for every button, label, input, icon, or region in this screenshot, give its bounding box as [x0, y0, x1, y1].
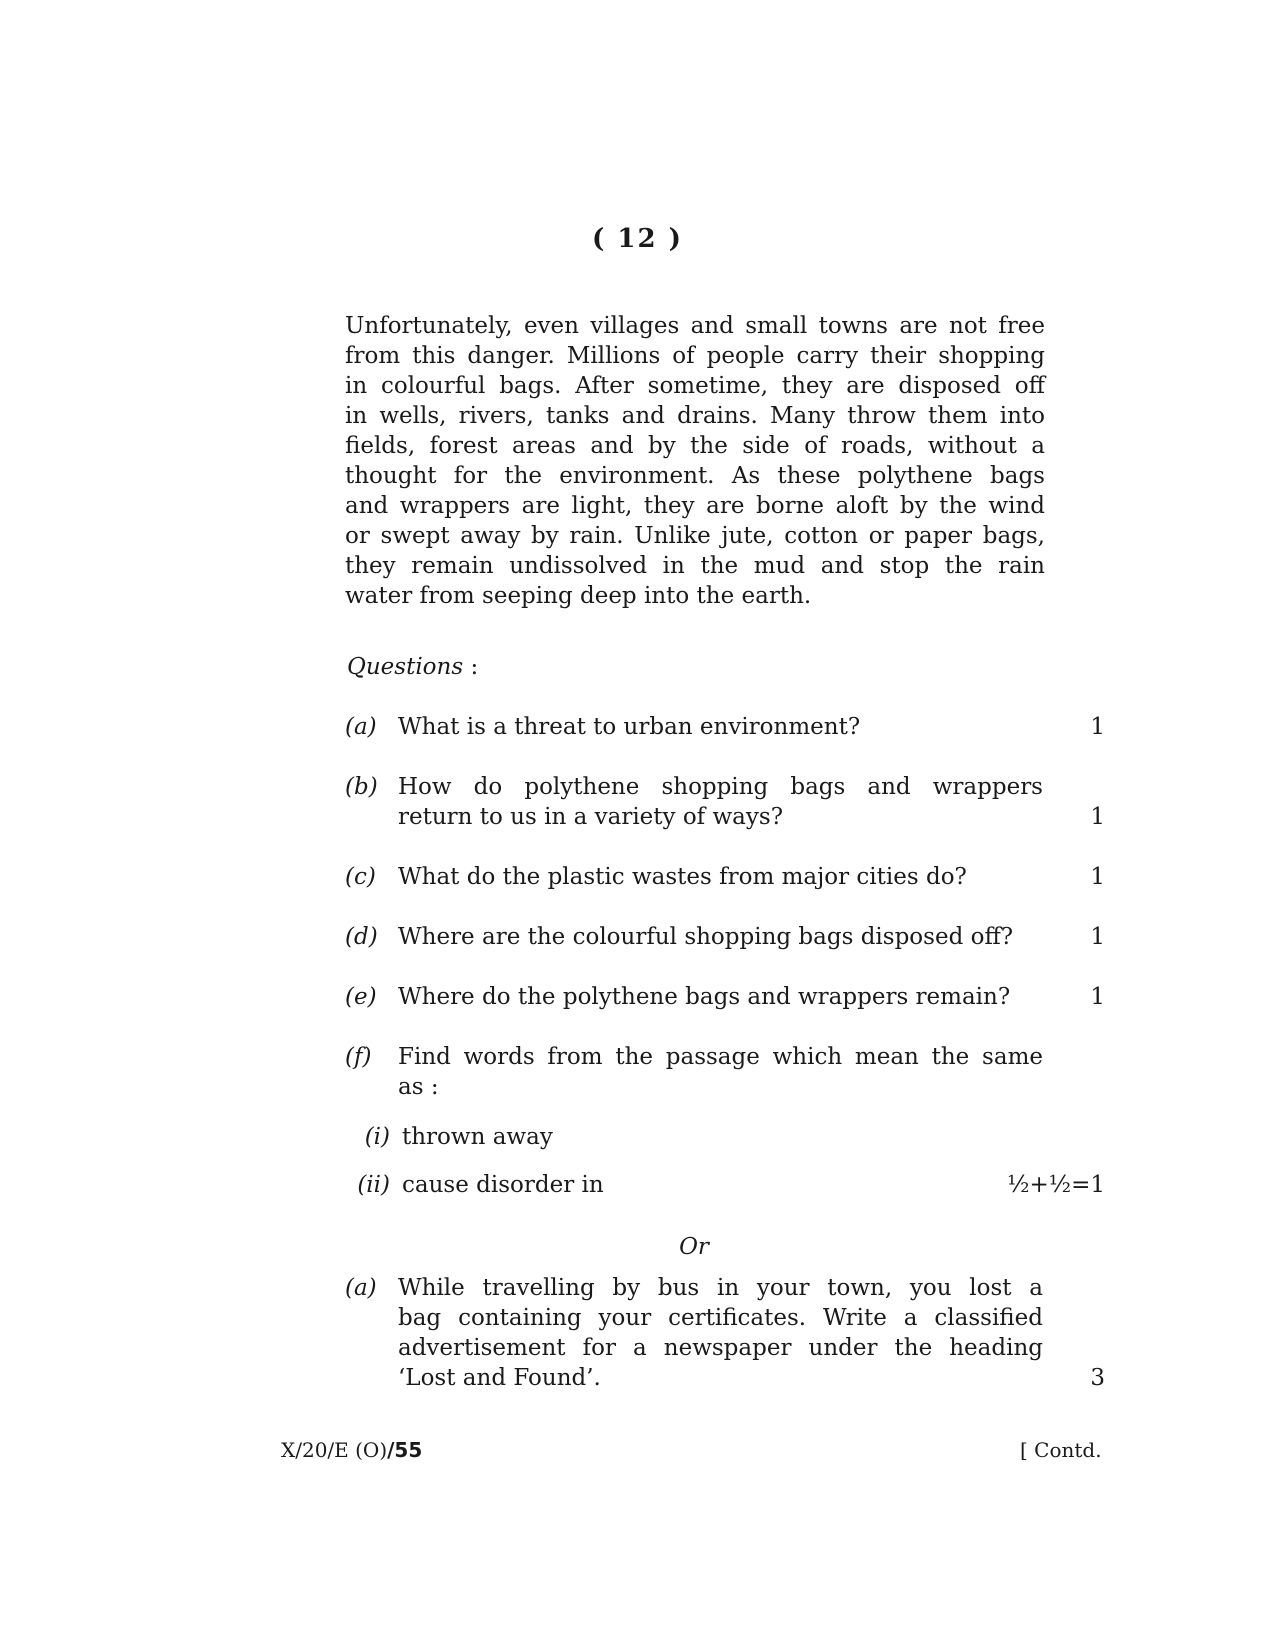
question-c — [345, 862, 1105, 892]
passage-line: they remain undissolved in the mud and stop the rain — [345, 553, 1045, 579]
question-label: (a) — [345, 1275, 377, 1301]
question-e — [345, 982, 1105, 1012]
question-marks: 1 — [1090, 924, 1105, 950]
question-marks: 1 — [1090, 714, 1105, 740]
question-text — [398, 772, 1043, 832]
question-line: as : — [398, 1074, 439, 1100]
question-line: How do polythene shopping bags and wrappers — [398, 774, 1043, 800]
questions-heading-suffix: : — [463, 654, 479, 680]
question-text — [398, 1273, 1043, 1393]
sub-item-text: thrown away — [402, 1124, 553, 1150]
question-line: Where are the colourful shopping bags disposed off? — [398, 924, 1014, 950]
sub-item-text: cause disorder in — [402, 1172, 604, 1198]
sub-item-marks: ½+½=1 — [1007, 1172, 1105, 1198]
question-text — [398, 862, 1043, 892]
question-label: (d) — [345, 924, 378, 950]
question-f — [345, 1042, 1105, 1102]
question-label: (f) — [345, 1044, 372, 1070]
question-line: What do the plastic wastes from major cities do? — [398, 864, 967, 890]
question-line: return to us in a variety of ways? — [398, 804, 784, 830]
passage — [345, 311, 1045, 611]
question-label: (a) — [345, 714, 377, 740]
or-separator: Or — [679, 1234, 709, 1260]
sub-item-label: (i) — [364, 1124, 390, 1150]
paper-code-number: /55 — [387, 1438, 423, 1462]
question-text — [398, 1042, 1043, 1102]
passage-line: in wells, rivers, tanks and drains. Many throw them into — [345, 403, 1045, 429]
question-line: While travelling by bus in your town, you lost a — [398, 1275, 1043, 1301]
passage-line: from this danger. Millions of people carry their shopping — [345, 343, 1045, 369]
paper-code-text: X/20/E (O) — [281, 1438, 388, 1462]
question-d — [345, 922, 1105, 952]
passage-line: in colourful bags. After sometime, they are disposed off — [345, 373, 1045, 399]
question-marks: 3 — [1090, 1365, 1105, 1391]
page-number: ( 12 ) — [592, 224, 683, 254]
question-text — [398, 982, 1043, 1012]
question-label: (b) — [345, 774, 378, 800]
paper-code — [281, 1438, 422, 1462]
question-line: Find words from the passage which mean the same — [398, 1044, 1043, 1070]
question-label: (c) — [345, 864, 376, 890]
passage-line: water from seeping deep into the earth. — [345, 583, 812, 609]
sub-item-label: (ii) — [357, 1172, 390, 1198]
passage-line: Unfortunately, even villages and small towns are not free — [345, 313, 1045, 339]
question-marks: 1 — [1090, 864, 1105, 890]
sub-item-ii — [345, 1170, 604, 1200]
sub-item-i — [345, 1122, 553, 1152]
question-line: Where do the polythene bags and wrappers remain? — [398, 984, 1011, 1010]
contd-label: [ Contd. — [1020, 1438, 1102, 1462]
question-line: advertisement for a newspaper under the heading — [398, 1335, 1043, 1361]
question-line: bag containing your certificates. Write a classified — [398, 1305, 1043, 1331]
alternative-question — [345, 1273, 1105, 1393]
question-text — [398, 922, 1043, 952]
questions-heading — [347, 654, 478, 680]
passage-line: and wrappers are light, they are borne aloft by the wind — [345, 493, 1045, 519]
question-label: (e) — [345, 984, 377, 1010]
question-marks: 1 — [1090, 804, 1105, 830]
question-b — [345, 772, 1105, 832]
question-text — [398, 712, 1043, 742]
passage-line: or swept away by rain. Unlike jute, cotton or paper bags, — [345, 523, 1045, 549]
question-line: ‘Lost and Found’. — [398, 1365, 601, 1391]
questions-heading-text: Questions — [347, 654, 464, 680]
passage-line: fields, forest areas and by the side of roads, without a — [345, 433, 1045, 459]
question-marks: 1 — [1090, 984, 1105, 1010]
question-line: What is a threat to urban environment? — [398, 714, 861, 740]
passage-line: thought for the environment. As these polythene bags — [345, 463, 1045, 489]
question-a — [345, 712, 1105, 742]
